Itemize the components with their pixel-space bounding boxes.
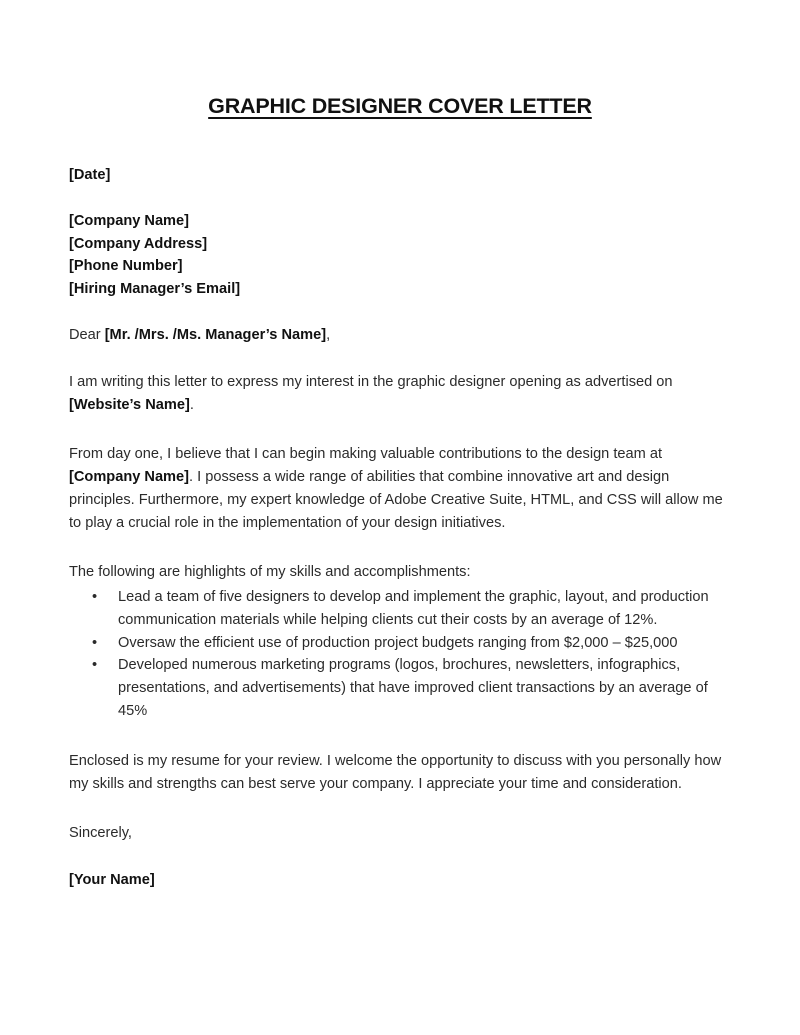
paragraph-qualifications-text-1: From day one, I believe that I can begin making valuable contributions to the design team at [69,446,663,463]
spacer-after-paragraph-1 [69,416,731,443]
paragraph-intro-text-1: I am writing this letter to express my interest in the graphic designer opening as advertised on [69,373,673,390]
list-item-text: Lead a team of five designers to develop and implement the graphic, layout, and production communication materials while helping clients cut their costs by an average of 12%. [118,589,709,628]
list-item-text: Oversaw the efficient use of production project budgets ranging from $2,000 – $25,000 [118,634,678,651]
spacer-before-signature [69,845,731,869]
paragraph-closing: Enclosed is my resume for your review. I welcome the opportunity to discuss with you personally how my skills and strengths can best serve your company. I appreciate your time and consideration. [69,752,722,792]
spacer-after-recipient [69,300,731,324]
date-placeholder: [Date] [69,166,111,183]
list-item [69,654,731,722]
spacer-after-highlights [69,723,731,750]
page-title [69,0,731,119]
highlights-list [69,586,731,723]
salutation-trail: , [326,327,331,344]
letter-body [69,0,731,892]
spacer-after-paragraph-3 [69,795,731,822]
spacer-after-date [69,186,731,210]
spacer-after-salutation [69,347,731,371]
hiring-manager-email-placeholder: [Hiring Manager’s Email] [69,280,241,297]
paragraph-qualifications [69,443,731,534]
list-item [69,586,731,632]
signature-name-placeholder: [Your Name] [69,872,155,889]
company-address-placeholder: [Company Address] [69,235,208,252]
highlights-intro: The following are highlights of my skills and accomplishments: [69,564,471,581]
paragraph-qualifications-text-2: . I possess a wide range of abilities that combine innovative art and design principles. Furthermore, my expert knowledge of Adobe Creative Suite, HTML, and CSS will allow me to play a crucial role in the implementation of your design initiatives. [69,469,723,531]
page-title-text: GRAPHIC DESIGNER COVER LETTER [208,94,592,118]
website-name-placeholder: [Website’s Name] [69,396,190,413]
paragraph-intro-text-2: . [189,396,194,413]
phone-number-placeholder: [Phone Number] [69,258,183,275]
list-item [69,632,731,655]
salutation-lead: Dear [69,327,105,344]
paragraph-intro [69,371,731,417]
bullet-icon: • [92,657,98,674]
spacer-after-paragraph-2 [69,534,731,561]
spacer-after-title [69,119,731,164]
bullet-icon: • [92,634,98,651]
salutation-manager-placeholder: [Mr. /Mrs. /Ms. Manager’s Name] [104,327,327,344]
closing-salutation: Sincerely, [69,825,132,842]
bullet-icon: • [92,589,98,606]
salutation-line [69,324,731,347]
company-name-placeholder: [Company Name] [69,213,190,230]
list-item-text: Developed numerous marketing programs (logos, brochures, newsletters, infographics, presentations, and advertisements) that have improved client transactions by an average of 45% [118,657,708,720]
company-name-inline-placeholder: [Company Name] [69,469,190,486]
